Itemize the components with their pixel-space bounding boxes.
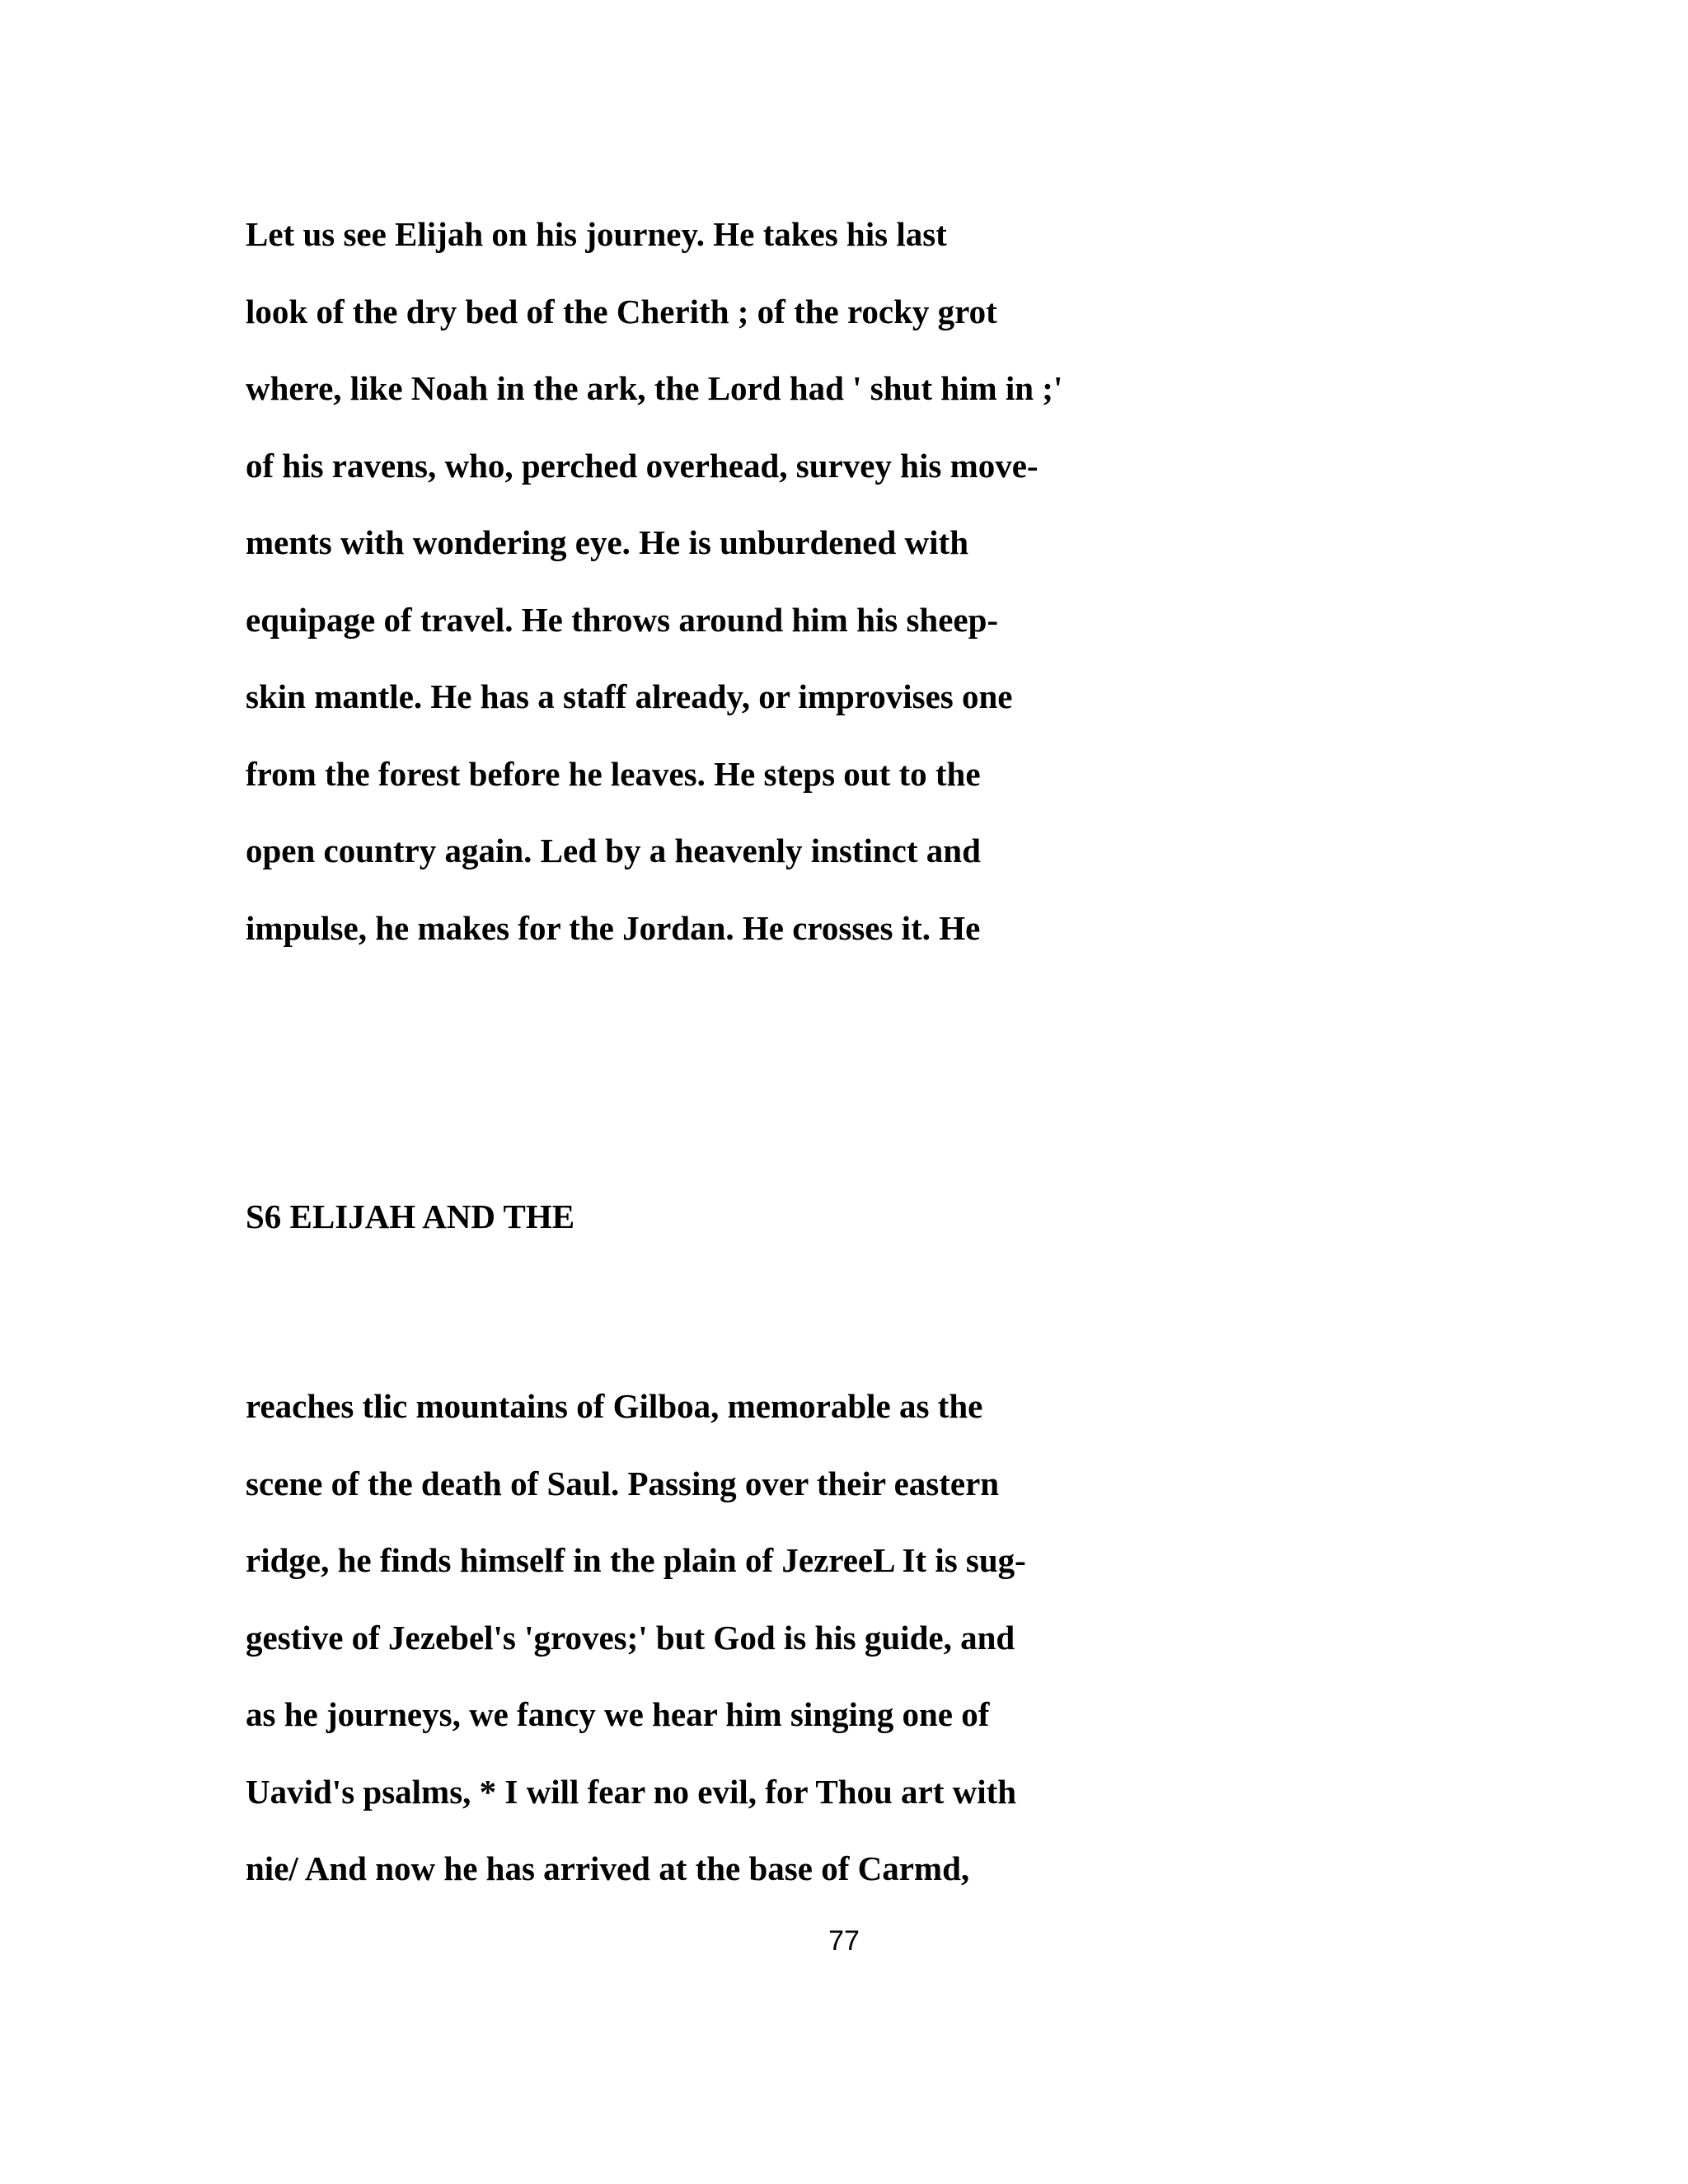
text-line: equipage of travel. He throws around him his sheep- — [246, 600, 999, 639]
text-line: ments with wondering eye. He is unburdened with — [246, 523, 969, 561]
text-line: Let us see Elijah on his journey. He takes his last — [246, 215, 947, 253]
text-line: of his ravens, who, perched overhead, survey his move- — [246, 446, 1039, 485]
text-line: nie/ And now he has arrived at the base of Carmd, — [246, 1849, 970, 1887]
page-number: 77 — [828, 1925, 860, 1957]
paragraph-1 — [246, 196, 1062, 967]
text-line: reaches tlic mountains of Gilboa, memorable as the — [246, 1387, 983, 1425]
text-line: from the forest before he leaves. He steps out to the — [246, 754, 981, 793]
text-line: open country again. Led by a heavenly instinct and — [246, 832, 981, 869]
text-line: scene of the death of Saul. Passing over their eastern — [246, 1464, 1000, 1502]
text-line: where, like Noah in the ark, the Lord had ' shut him in ;' — [246, 369, 1063, 407]
paragraph-2 — [246, 1368, 1026, 1908]
text-line: gestive of Jezebel's 'groves;' but God is his guide, and — [246, 1618, 1015, 1657]
text-line: skin mantle. He has a staff already, or improvises one — [246, 677, 1013, 715]
text-line: ridge, he finds himself in the plain of JezreeL It is sug- — [246, 1541, 1026, 1579]
text-line: look of the dry bed of the Cherith ; of the rocky grot — [246, 292, 997, 330]
text-line: as he journeys, we fancy we hear him singing one of — [246, 1695, 990, 1733]
text-line: Uavid's psalms, * I will fear no evil, for Thou art with — [246, 1772, 1017, 1811]
text-line: impulse, he makes for the Jordan. He crosses it. He — [246, 908, 981, 947]
running-head: S6 ELIJAH AND THE — [246, 1197, 575, 1235]
